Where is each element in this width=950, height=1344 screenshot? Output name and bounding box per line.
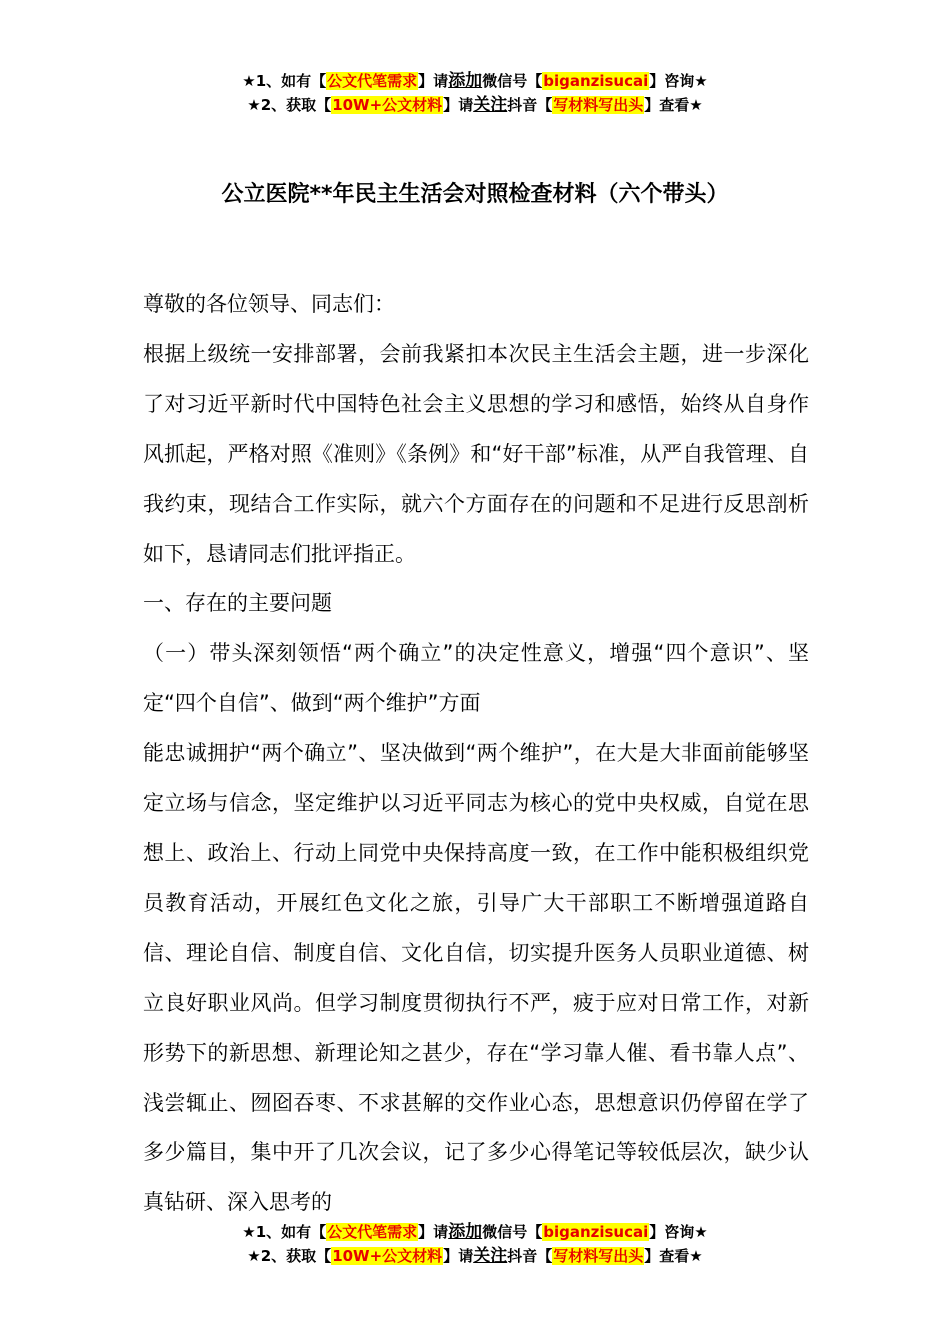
banner-text: 】请 (418, 72, 449, 90)
section-heading: 一、存在的主要问题 (143, 591, 332, 616)
banner-text: 微信号【 (482, 72, 543, 90)
banner-line-1 (0, 1220, 950, 1244)
highlight-service: 公文代笔需求 (327, 1223, 418, 1241)
underlined-text: 添加 (448, 71, 483, 91)
footer-banner (0, 1220, 950, 1268)
banner-text: 】查看★ (644, 1247, 703, 1265)
banner-line-1 (0, 69, 950, 93)
star-icon: ★ (242, 72, 256, 90)
banner-text: 抖音【 (507, 1247, 553, 1265)
banner-text: 1、如有【 (255, 1223, 327, 1241)
highlight-materials: 10W+公文材料 (332, 1247, 443, 1265)
star-icon: ★ (242, 1223, 256, 1241)
banner-text: 微信号【 (482, 1223, 543, 1241)
header-banner (0, 69, 950, 117)
banner-text: 抖音【 (507, 96, 553, 114)
underlined-text: 关注 (473, 95, 508, 115)
underlined-text: 关注 (473, 1246, 508, 1266)
banner-text: 1、如有【 (255, 72, 327, 90)
highlight-service: 公文代笔需求 (327, 72, 418, 90)
document-body (143, 280, 809, 1228)
highlight-wechat-id: biganzisucai (543, 1223, 649, 1241)
highlight-douyin: 写材料写出头 (553, 1247, 644, 1265)
star-icon: ★ (247, 96, 261, 114)
subsection-heading: （一）带头深刻领悟“两个确立”的决定性意义，增强“四个意识”、坚定“四个自信”、做到“两个维护”方面 (143, 641, 809, 716)
intro-paragraph: 根据上级统一安排部署，会前我紧扣本次民主生活会主题，进一步深化了对习近平新时代中国特色社会主义思想的学习和感悟，始终从自身作风抓起，严格对照《准则》《条例》和“好干部”标准，从严自我管理、自我约束，现结合工作实际，就六个方面存在的问题和不足进行反思剖析如下，恳请同志们批评指正。 (143, 341, 809, 566)
banner-text: 2、获取【 (260, 96, 332, 114)
banner-text: 】咨询★ (649, 1223, 708, 1241)
document-title: 公立医院**年民主生活会对照检查材料（六个带头） (221, 182, 729, 207)
banner-line-2 (0, 93, 950, 117)
body-paragraph: 能忠诚拥护“两个确立”、坚决做到“两个维护”，在大是大非面前能够坚定立场与信念，坚定维护以习近平同志为核心的党中央权威，自觉在思想上、政治上、行动上同党中央保持高度一致，在工作中能积极组织党员教育活动，开展红色文化之旅，引导广大干部职工不断增强道路自信、理论自信、制度自信、文化自信，切实提升医务人员职业道德、树立良好职业风尚。但学习制度贯彻执行不严，疲于应对日常工作，对新形势下的新思想、新理论知之甚少，存在“学习靠人催、看书靠人点”、浅尝辄止、囫囵吞枣、不求甚解的交作业心态，思想意识仍停留在学了多少篇目，集中开了几次会议，记了多少心得笔记等较低层次，缺少认真钻研、深入思考的 (143, 741, 809, 1215)
banner-text: 2、获取【 (260, 1247, 332, 1265)
banner-text: 】请 (443, 1247, 474, 1265)
banner-text: 】请 (418, 1223, 449, 1241)
banner-text: 】查看★ (644, 96, 703, 114)
banner-line-2 (0, 1244, 950, 1268)
banner-text: 】请 (443, 96, 474, 114)
star-icon: ★ (247, 1247, 261, 1265)
banner-text: 】咨询★ (649, 72, 708, 90)
highlight-douyin: 写材料写出头 (553, 96, 644, 114)
highlight-wechat-id: biganzisucai (543, 72, 649, 90)
underlined-text: 添加 (448, 1222, 483, 1242)
salutation: 尊敬的各位领导、同志们： (143, 292, 395, 316)
highlight-materials: 10W+公文材料 (332, 96, 443, 114)
